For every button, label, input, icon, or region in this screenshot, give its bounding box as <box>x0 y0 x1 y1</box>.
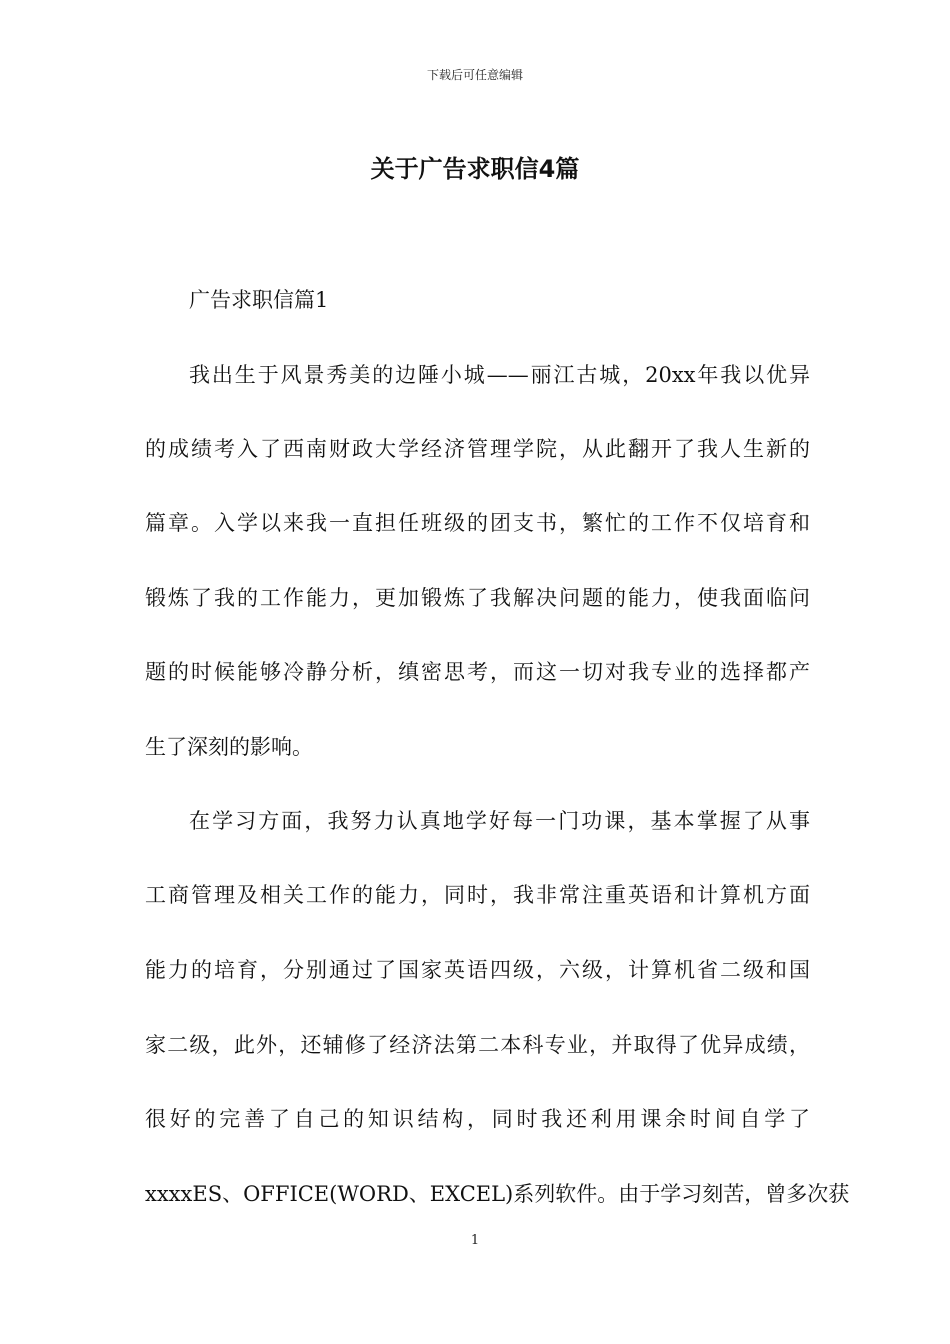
paragraph-line: 家二级，此外，还辅修了经济法第二本科专业，并取得了优异成绩， <box>145 1033 810 1057</box>
paragraph-line: 在学习方面，我努力认真地学好每一门功课，基本掌握了从事 <box>189 809 810 833</box>
paragraph-line: 我出生于风景秀美的边陲小城——丽江古城，20xx年我以优异 <box>189 363 810 387</box>
paragraph-line: 锻炼了我的工作能力，更加锻炼了我解决问题的能力，使我面临问 <box>145 586 810 610</box>
paragraph-line: 篇章。入学以来我一直担任班级的团支书，繁忙的工作不仅培育和 <box>145 511 810 535</box>
header-note: 下载后可任意编辑 <box>426 68 523 82</box>
paragraph-line: 的成绩考入了西南财政大学经济管理学院，从此翻开了我人生新的 <box>145 437 810 461</box>
paragraph-line: 很好的完善了自己的知识结构，同时我还利用课余时间自学了 <box>145 1107 810 1131</box>
paragraph-line: xxxxES、OFFICE(WORD、EXCEL)系列软件。由于学习刻苦，曾多次获 <box>145 1182 850 1206</box>
paragraph-line: 能力的培育，分别通过了国家英语四级，六级，计算机省二级和国 <box>145 958 810 982</box>
document-title: 关于广告求职信4篇 <box>370 155 580 183</box>
paragraph-line: 生了深刻的影响。 <box>145 735 313 759</box>
section-heading: 广告求职信篇1 <box>189 288 329 312</box>
paragraph-line: 题的时候能够冷静分析，缜密思考，而这一切对我专业的选择都产 <box>145 660 810 684</box>
page-number: 1 <box>470 1233 480 1248</box>
paragraph-line: 工商管理及相关工作的能力，同时，我非常注重英语和计算机方面 <box>145 883 810 907</box>
